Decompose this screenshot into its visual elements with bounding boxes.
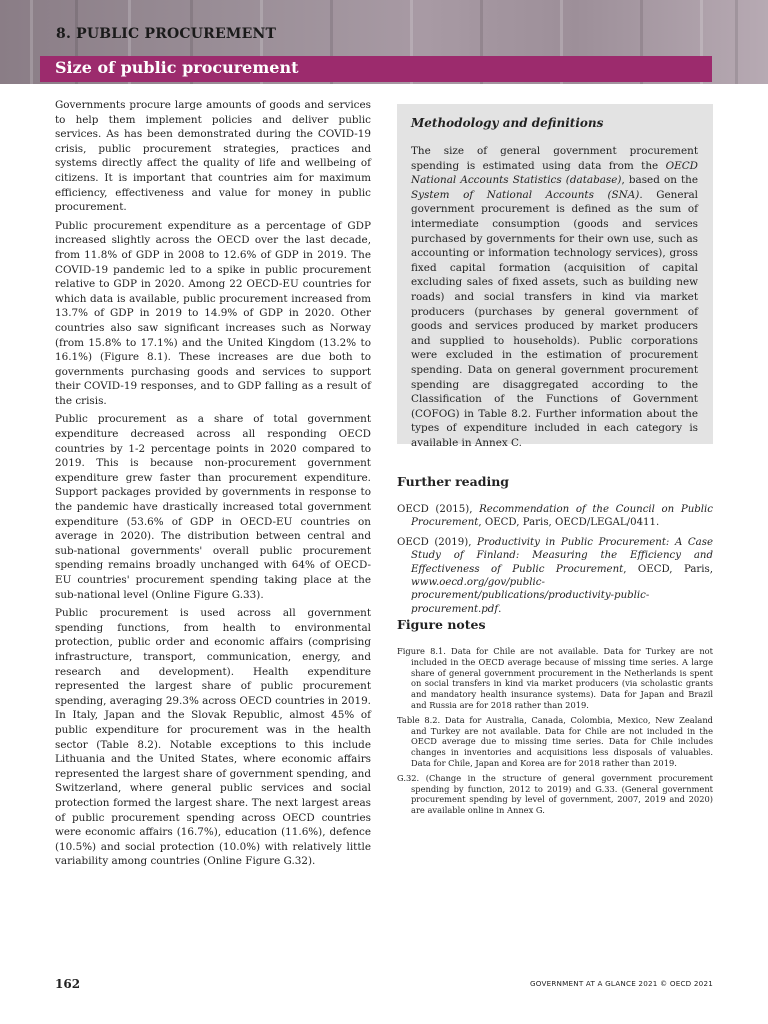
figure-note: G.32. (Change in the structure of general government procurement spending by function, 2012 to 2019) and G.33. (General government procurement spending by level of government, 2007, 2019 and 2020) are available online in Annex G.: [397, 772, 713, 816]
chapter-heading: 8. PUBLIC PROCUREMENT: [56, 26, 277, 42]
figure-notes-list: [397, 646, 713, 820]
further-reading-list: [397, 503, 713, 622]
methodology-box: [397, 104, 713, 449]
reference-item: OECD (2015), Recommendation of the Council on Public Procurement, OECD, Paris, OECD/LEGAL/0411.: [397, 504, 714, 529]
further-reading-heading: Further reading: [397, 474, 510, 489]
methodology-text: The size of general government procurement spending is estimated using data from the OECD National Accounts Statistics (database), based on the System of National Accounts (SNA). General government procurement is defined as the sum of intermediate consumption (goods and services purchased by governments for their own use, such as accounting or information technology services), gross fixed capital formation (acquisition of capital excluding sales of fixed assets, such as building new roads) and social transfers in kind via market producers (purchases by general government of goods and services produced by market producers and supplied to households). Public corporations were excluded in the estimation of procurement spending. Data on general government procurement spending are disaggregated according to the Classification of the Functions of Government (COFOG) in Table 8.2. Further information about the types of expenditure included in each category is available in Annex C.: [411, 145, 699, 449]
figure-note: Table 8.2. Data for Australia, Canada, Colombia, Mexico, New Zealand and Turkey are not available. Data for Chile are not included in the OECD average due to missing time series. Data for Chile includes changes in inventories and acquisitions less disposals of valuables. Data for Chile, Japan and Korea are for 2018 rather than 2019.: [397, 714, 713, 768]
figure-note: Figure 8.1. Data for Chile are not available. Data for Turkey are not included in the OECD average because of missing time series. A large share of general government procurement in the Netherlands is spent on social transfers in kind via market producers (via scholastic grants and mandatory health insurance systems). Data for Japan and Brazil and Russia are for 2018 rather than 2019.: [397, 646, 713, 710]
publication-footer: GOVERNMENT AT A GLANCE 2021 © OECD 2021: [529, 979, 713, 988]
main-text-column: [55, 98, 371, 873]
figure-notes-heading: Figure notes: [397, 617, 486, 632]
body-paragraph: Governments procure large amounts of goods and services to help them implement policies and deliver public services. As has been demonstrated during the COVID-19 crisis, public procurement strategies, practices and systems directly affect the quality of life and wellbeing of citizens. It is important that countries aim for maximum efficiency, effectiveness and value for money in public procurement.: [55, 99, 371, 214]
section-title: Size of public procurement: [55, 58, 299, 77]
body-paragraph: Public procurement is used across all government spending functions, from health to environmental protection, public order and economic affairs (comprising infrastructure, transport, communication, energy, and research and development). Health expenditure represented the largest share of public procurement spending, averaging 29.3% across OECD countries in 2019. In Italy, Japan and the Slovak Republic, almost 45% of public expenditure for procurement was in the health sector (Table 8.2). Notable exceptions to this include Lithuania and the United States, where economic affairs represented the largest share of government spending, and Switzerland, where general public services and social protection formed the largest share. The next largest areas of public procurement spending across OECD countries were economic affairs (16.7%), education (11.6%), defence (10.5%) and social protection (10.0%) with relatively little variability among countries (Online Figure G.32).: [55, 607, 371, 868]
page-number: 162: [55, 977, 81, 991]
body-paragraph: Public procurement as a share of total government expenditure decreased across all responding OECD countries by 1-2 percentage points in 2020 compared to 2019. This is because non-procurement government expenditure grew faster than procurement expenditure. Support packages provided by governments in response to the pandemic have drastically increased total government expenditure (53.6% of GDP in OECD-EU countries on average in 2020). The distribution between central and sub-national governments' overall public procurement spending remains broadly unchanged with 64% of OECD-EU countries' procurement spending taking place at the sub-national level (Online Figure G.33).: [55, 413, 371, 601]
reference-link[interactable]: www.oecd.org/gov/public-procurement/publications/productivity-public-procurement.pdf: [411, 577, 650, 615]
body-paragraph: Public procurement expenditure as a percentage of GDP increased slightly across the OECD over the last decade, from 11.8% of GDP in 2008 to 12.6% of GDP in 2019. The COVID-19 pandemic led to a spike in public procurement relative to GDP in 2020. Among 22 OECD-EU countries for which data is available, public procurement increased from 13.7% of GDP in 2019 to 14.9% of GDP in 2020. Other countries also saw significant increases such as Norway (from 15.8% to 17.1%) and the United Kingdom (13.2% to 16.1%) (Figure 8.1). These increases are due both to governments purchasing goods and services to support their COVID-19 responses, and to GDP falling as a result of the crisis.: [55, 219, 371, 407]
methodology-heading: Methodology and definitions: [411, 116, 604, 130]
reference-item: OECD (2019), Productivity in Public Procurement: A Case Study of Finland: Measuring the Efficiency and Effectiveness of Public Procurement, OECD, Paris, www.oecd.org/gov/public-procurement/publications/productivity-public-procurement.pdf.: [397, 536, 714, 615]
section-title-bar: [40, 56, 712, 82]
